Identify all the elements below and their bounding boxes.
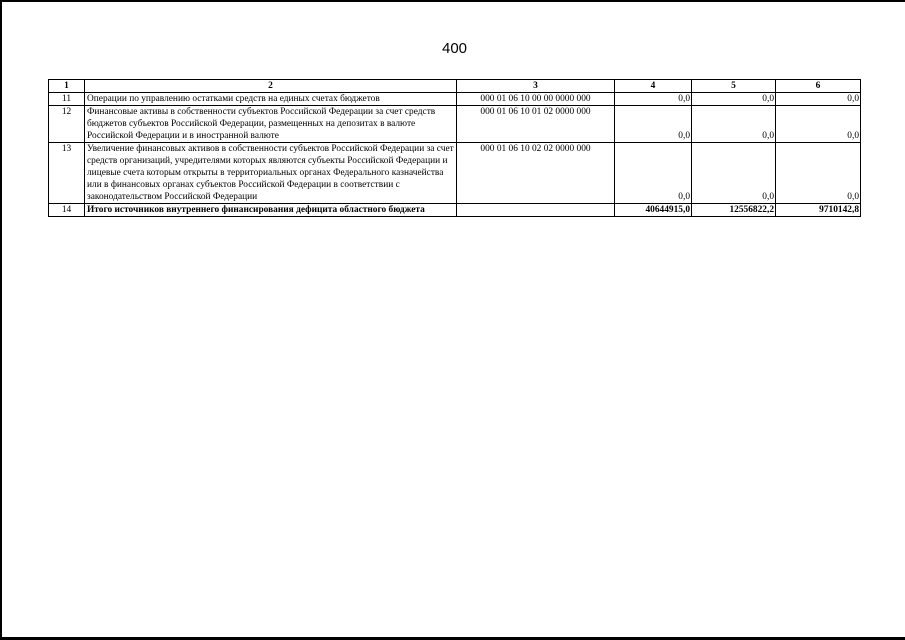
column-header: 6 — [776, 80, 861, 93]
row-number: 13 — [49, 143, 85, 204]
row-value-col4: 0,0 — [615, 106, 692, 143]
column-header: 2 — [85, 80, 457, 93]
row-number: 12 — [49, 106, 85, 143]
table-row — [49, 93, 861, 106]
row-value-col6: 0,0 — [776, 93, 861, 106]
column-header: 4 — [615, 80, 692, 93]
table-row — [49, 106, 861, 143]
row-code: 000 01 06 10 00 00 0000 000 — [457, 93, 615, 106]
table-row — [49, 143, 861, 204]
row-value-col5: 12556822,2 — [692, 204, 776, 217]
row-name: Операции по управлению остатками средств на единых счетах бюджетов — [85, 93, 457, 106]
column-header: 5 — [692, 80, 776, 93]
table-row-total — [49, 204, 861, 217]
row-value-col5: 0,0 — [692, 93, 776, 106]
column-header: 3 — [457, 80, 615, 93]
column-header: 1 — [49, 80, 85, 93]
row-value-col6: 0,0 — [776, 143, 861, 204]
row-name: Итого источников внутреннего финансирования дефицита областного бюджета — [85, 204, 457, 217]
row-name: Финансовые активы в собственности субъектов Российской Федерации за счет средств бюджетов субъектов Российской Федерации, размещенных на депозитах в валюте Российской Федерации и в иностранной валюте — [85, 106, 457, 143]
row-code: 000 01 06 10 02 02 0000 000 — [457, 143, 615, 204]
row-number: 11 — [49, 93, 85, 106]
row-name: Увеличение финансовых активов в собственности субъектов Российской Федерации за счет средств организаций, учредителями которых являются субъекты Российской Федерации и лицевые счета которым открыты в территориальных органах Федерального казначейства или в финансовых органах субъектов Российской Федерации в соответствии с законодательством Российской Федерации — [85, 143, 457, 204]
row-value-col6: 9710142,8 — [776, 204, 861, 217]
row-value-col6: 0,0 — [776, 106, 861, 143]
budget-sources-table — [48, 79, 861, 217]
row-value-col4: 0,0 — [615, 143, 692, 204]
row-value-col4: 40644915,0 — [615, 204, 692, 217]
row-value-col5: 0,0 — [692, 106, 776, 143]
page-number: 400 — [441, 40, 468, 57]
row-number: 14 — [49, 204, 85, 217]
row-value-col4: 0,0 — [615, 93, 692, 106]
row-value-col5: 0,0 — [692, 143, 776, 204]
row-code — [457, 204, 615, 217]
row-code: 000 01 06 10 01 02 0000 000 — [457, 106, 615, 143]
table-header-row — [49, 80, 861, 93]
